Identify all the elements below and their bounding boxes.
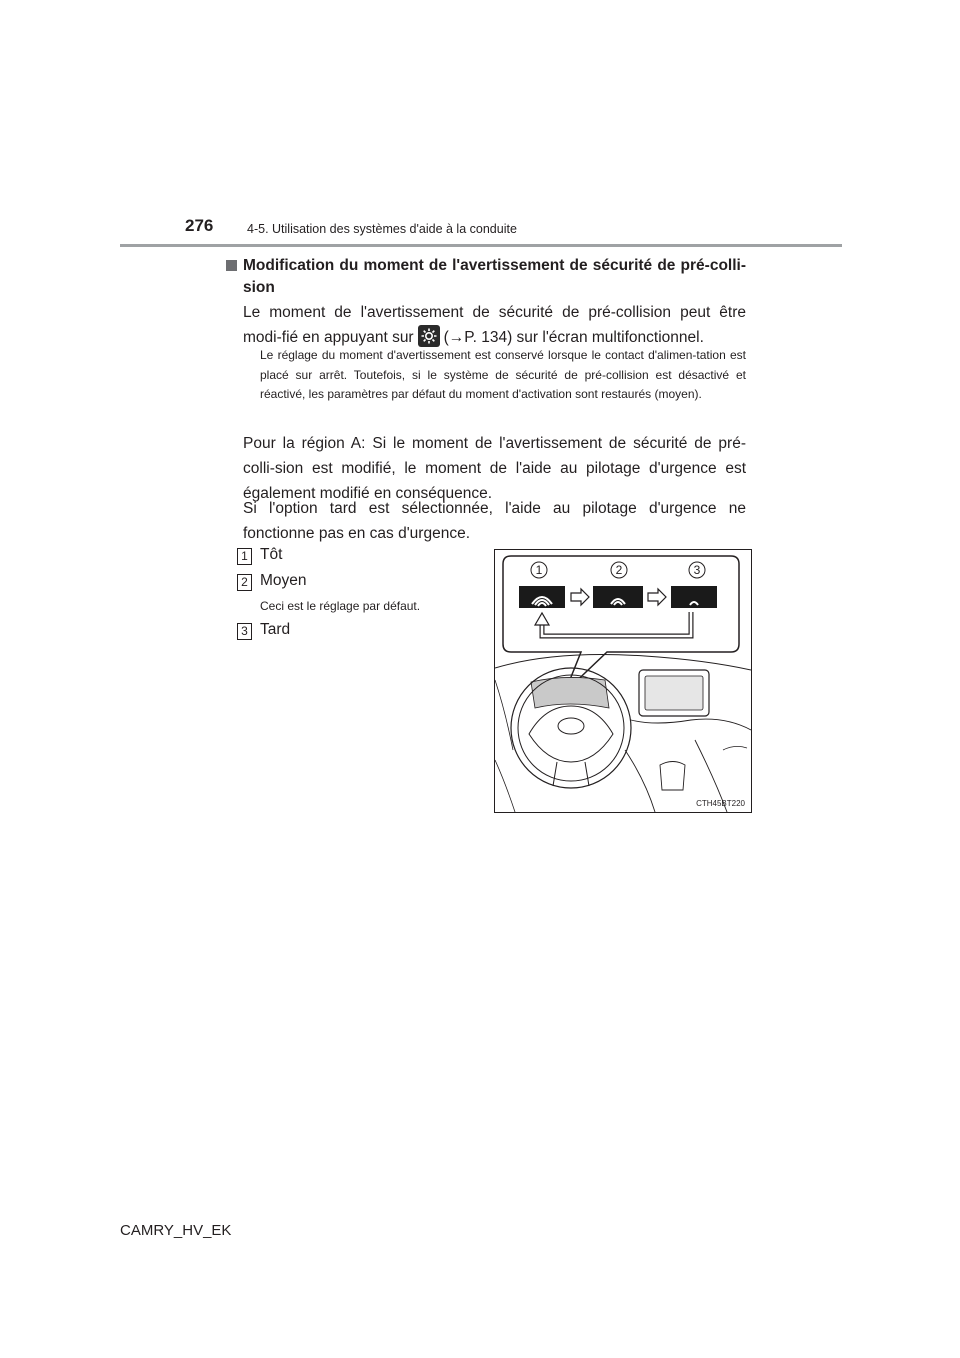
retention-note: Le réglage du moment d'avertissement est conservé lorsque le contact d'alimen-tation est placé sur arrêt. Toutefois, si le système de sécurité de pré-collision est désactivé et réactivé, les paramètres par défaut du moment d'activation sont restaurés (moyen). <box>260 348 746 401</box>
header-rule <box>120 244 842 247</box>
console-upper <box>631 719 751 730</box>
item-label-late: Tard <box>260 621 291 638</box>
item-label-early: Tôt <box>260 546 283 563</box>
dashboard-illustration <box>494 549 752 813</box>
section-title: 4-5. Utilisation des systèmes d'aide à la conduite <box>247 222 517 236</box>
callout-2-label: 2 <box>615 563 623 577</box>
gear-icon <box>418 325 440 347</box>
dashboard-edge <box>495 655 751 671</box>
gear-shifter <box>660 762 685 791</box>
item-number-2: 2 <box>237 574 252 591</box>
brand-emblem <box>558 718 584 734</box>
panel-medium <box>593 586 643 608</box>
model-code: CAMRY_HV_EK <box>120 1222 232 1239</box>
item-label-medium: Moyen <box>260 572 307 589</box>
figure-code: CTH45BT220 <box>696 799 745 808</box>
door-panel-left <box>495 680 515 812</box>
intro-text-before-icon: Le moment de l'avertissement de sécurité de pré-collision peut être modi-fié en appuyant sur <box>243 304 746 346</box>
callout-1-label: 1 <box>535 563 543 577</box>
intro-paragraph <box>243 300 746 350</box>
panel-late <box>671 586 717 608</box>
square-bullet-icon <box>226 260 237 271</box>
center-display-screen <box>645 676 703 710</box>
subsection-heading <box>226 255 746 299</box>
item-note-default: Ceci est le réglage par défaut. <box>260 599 421 613</box>
item-number-1: 1 <box>237 548 252 565</box>
intro-text-after-icon: (→P. 134) sur l'écran multifonctionnel. <box>443 329 704 346</box>
item-number-3: 3 <box>237 623 252 640</box>
page-number: 276 <box>185 216 214 235</box>
region-a-paragraph: Pour la région A: Si le moment de l'avertissement de sécurité de pré-colli-sion est modifié, le moment de l'aide au pilotage d'urgence est également modifié en conséquence. <box>243 435 746 502</box>
illustration-drawing <box>495 550 751 812</box>
tard-paragraph: Si l'option tard est sélectionnée, l'aide au pilotage d'urgence ne fonctionne pas en cas d'urgence. <box>243 500 746 542</box>
heading-line-2: sion <box>243 279 275 296</box>
callout-3-label: 3 <box>693 563 701 577</box>
steering-column <box>553 762 589 786</box>
vent-right <box>723 746 747 750</box>
heading-line-1: Modification du moment de l'avertissement de sécurité de pré-colli- <box>243 257 746 274</box>
